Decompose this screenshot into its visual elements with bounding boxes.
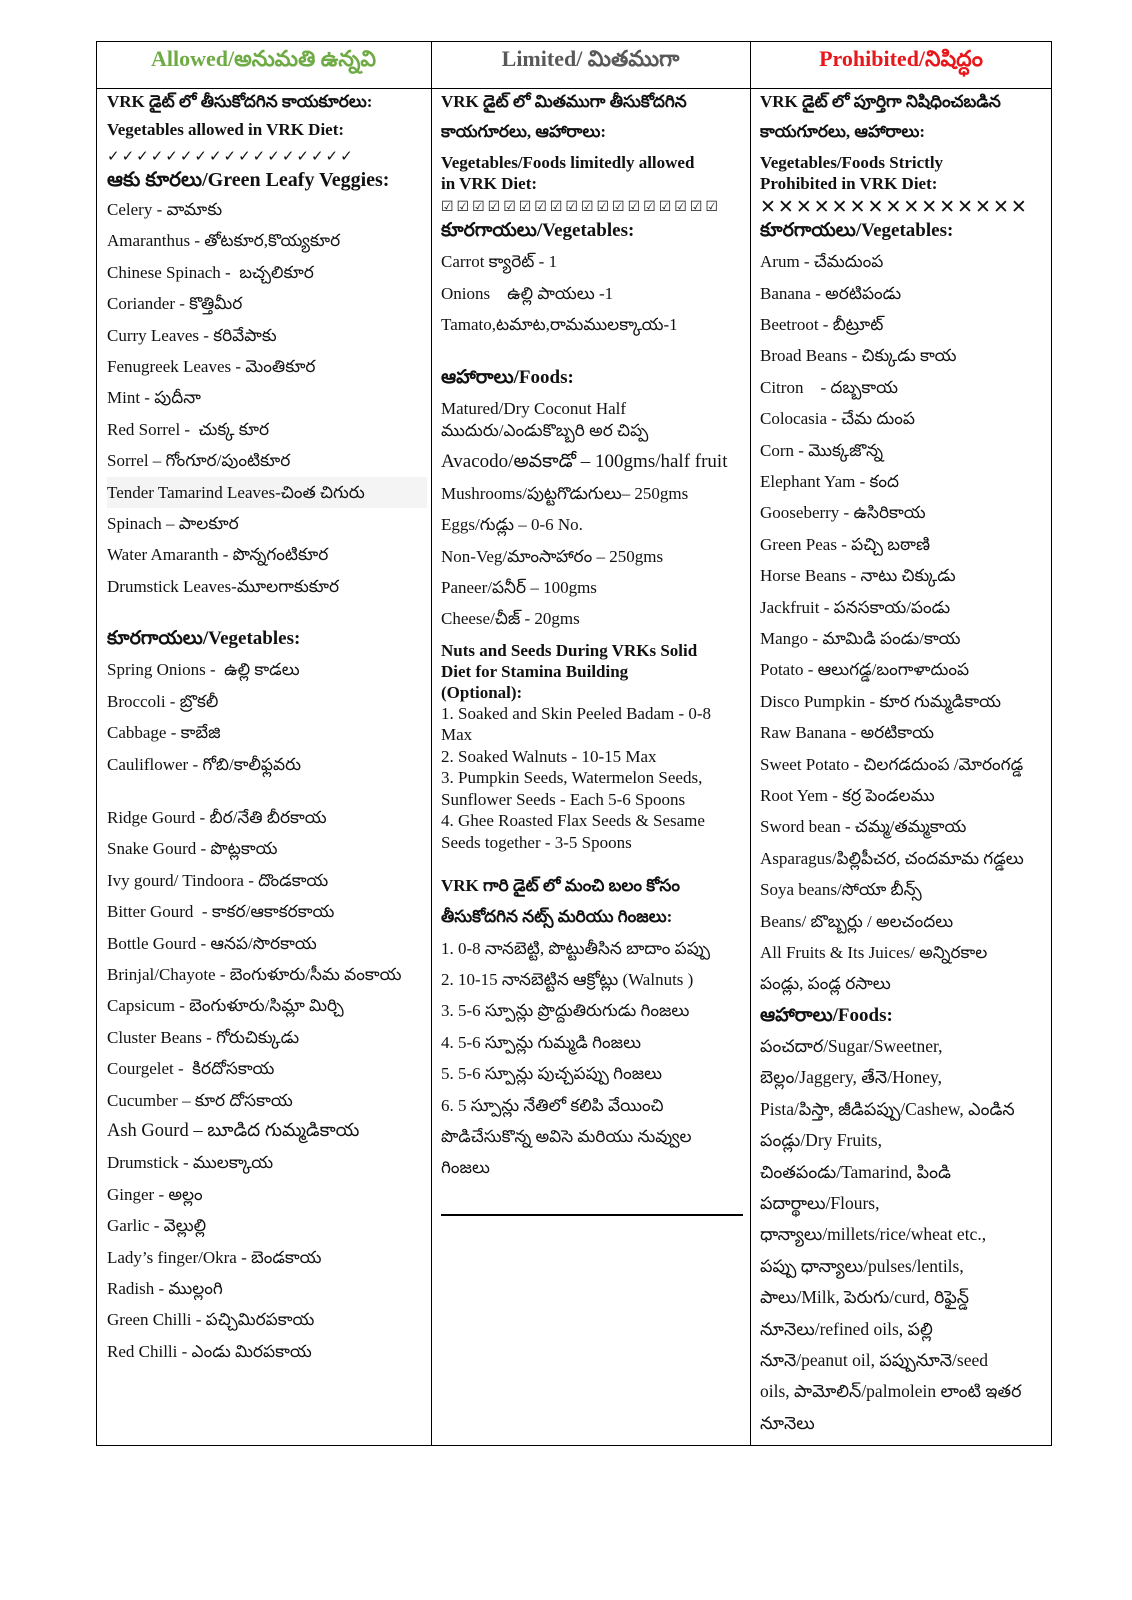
check-marks: ✓✓✓✓✓✓✓✓✓✓✓✓✓✓✓✓✓ [107, 147, 355, 165]
prohibited-food-line: నూనె/peanut oil, పప్పునూనె/seed [760, 1349, 989, 1370]
leafy-veggie-item: Spinach – పాలకూర [107, 513, 239, 533]
prohibited-vegetable-item: Raw Banana - అరటికాయ [760, 723, 934, 743]
nuts-seeds-telugu-line: 5. 5-6 స్పూన్లు పుచ్చపప్పు గింజలు [441, 1064, 663, 1084]
prohibited-food-line: పండ్లు/Dry Fruits, [760, 1130, 882, 1151]
allowed-vegetable-item: Ginger - అల్లం [107, 1184, 203, 1204]
prohibited-vegetables-list [760, 246, 1049, 999]
allowed-vegetable-item: Ash Gourd – బూడిద గుమ్మడికాయ [107, 1120, 360, 1141]
nuts-seeds-line: 3. Pumpkin Seeds, Watermelon Seeds, [441, 768, 703, 788]
leafy-veggie-item: Water Amaranth - పొన్నగంటికూర [107, 545, 329, 565]
nuts-seeds-line: 4. Ghee Roasted Flax Seeds & Sesame [441, 811, 705, 831]
nuts-seeds-line: Sunflower Seeds - Each 5-6 Spoons [441, 789, 686, 809]
allowed-vegetable-item: Bottle Gourd - ఆనప/సొరకాయ [107, 933, 317, 953]
nuts-seeds-list-english [441, 703, 744, 854]
checkbox-marks: ☑☑☑☑☑☑☑☑☑☑☑☑☑☑☑☑☑☑ [441, 199, 721, 215]
prohibited-food-line: నూనెలు [760, 1412, 815, 1433]
prohibited-vegetable-item: Disco Pumpkin - కూర గుమ్మడికాయ [760, 691, 1001, 711]
section-gap [107, 780, 427, 802]
leafy-veggies-list [107, 194, 427, 602]
limited-food-item: Mushrooms/పుట్టగొడుగులు– 250gms [441, 483, 689, 503]
allowed-vegetable-item: Ivy gourd/ Tindoora - దొండకాయ [107, 870, 329, 890]
allowed-vegetable-item: Cauliflower - గోబి/కాలీఫ్లవరు [107, 754, 302, 774]
prohibited-vegetable-item: Elephant Yam - కంద [760, 472, 900, 492]
prohibited-food-line: చింతపండు/Tamarind, పిండి [760, 1161, 951, 1182]
prohibited-vegetable-item: పండ్లు, పండ్ల రసాలు [760, 974, 891, 994]
nuts-seeds-telugu-line: 2. 10-15 నానబెట్టిన ఆక్రోట్లు (Walnuts ) [441, 969, 694, 989]
nuts-seeds-heading-line: (Optional): [441, 682, 523, 702]
prohibited-vegetable-item: All Fruits & Its Juices/ అన్నిరకాల [760, 942, 988, 962]
prohibited-vegetable-item: Beans/ బొబ్బర్లు / అలచందలు [760, 911, 954, 931]
nuts-seeds-heading-line: Nuts and Seeds During VRKs Solid [441, 640, 698, 660]
nuts-seeds-line: Max [441, 725, 473, 745]
nuts-seeds-heading [441, 640, 744, 703]
limited-vegetables-heading: కూరగాయలు/Vegetables: [441, 220, 635, 241]
prohibited-vegetable-item: Horse Beans - నాటు చిక్కుడు [760, 566, 956, 586]
coconut-line: ముదురు/ఎండుకొబ్బరి అర చిప్ప [441, 421, 649, 441]
leafy-veggie-item: Celery - వామాకు [107, 200, 223, 219]
limited-column [441, 89, 744, 1444]
nuts-seeds-line: Seeds together - 3-5 Spoons [441, 832, 632, 852]
nuts-seeds-line: 1. Soaked and Skin Peeled Badam - 0-8 [441, 703, 712, 723]
prohibited-vegetable-item: Colocasia - చేమ దుంప [760, 409, 915, 429]
leafy-veggie-item: Red Sorrel - చుక్క కూర [107, 419, 270, 439]
allowed-intro-english: Vegetables allowed in VRK Diet: [107, 120, 345, 139]
prohibited-vegetable-item: Green Peas - పచ్చి బఠాణి [760, 534, 930, 554]
prohibited-food-line: పంచదార/Sugar/Sweetner, [760, 1036, 943, 1057]
leafy-veggie-item: Curry Leaves - కరివేపాకు [107, 325, 277, 345]
nuts-seeds-heading-telugu [441, 870, 744, 933]
limited-vegetables-list [441, 246, 744, 340]
limited-foods-list [441, 446, 744, 634]
allowed-vegetable-item: Cucumber – కూర దోసకాయ [107, 1090, 293, 1110]
leafy-veggie-item: Tender Tamarind Leaves-చింత చిగురు [107, 477, 427, 508]
limited-food-item: Eggs/గుడ్లు – 0-6 No. [441, 515, 583, 535]
prohibited-intro-english [760, 152, 1049, 194]
limited-food-item: Paneer/పనీర్ – 100gms [441, 578, 597, 598]
section-gap [441, 340, 744, 362]
limited-vegetable-item: Onions ఉల్లి పాయలు -1 [441, 283, 614, 303]
limited-vegetable-item: Carrot క్యారెట్ - 1 [441, 252, 558, 272]
nuts-seeds-heading-telugu-line: VRK గారి డైట్ లో మంచి బలం కోసం [441, 875, 680, 895]
leafy-veggie-item: Coriander - కొత్తిమీర [107, 294, 243, 314]
prohibited-intro-english-line: Vegetables/Foods Strictly [760, 153, 944, 172]
leafy-veggie-item: Amaranthus - తోటకూర,కొయ్యకూర [107, 231, 341, 251]
nuts-seeds-heading-line: Diet for Stamina Building [441, 661, 629, 681]
allowed-intro-telugu: VRK డైట్ లో తీసుకోదగిన కాయకూరలు: [107, 92, 373, 111]
allowed-vegetable-item: Radish - ముల్లంగి [107, 1278, 223, 1298]
prohibited-vegetable-item: Sweet Potato - చిలగడదుంప /మోరంగడ్డ [760, 754, 1024, 774]
allowed-vegetable-item: Green Chilli - పచ్చిమిరపకాయ [107, 1310, 315, 1330]
allowed-vegetable-item: Broccoli - బ్రొకలీ [107, 691, 219, 711]
nuts-seeds-telugu-line: 4. 5-6 స్పూన్లు గుమ్మడి గింజలు [441, 1032, 642, 1052]
leafy-veggie-item: Drumstick Leaves-మూలగాకుకూర [107, 576, 340, 596]
prohibited-vegetable-item: Root Yem - కర్ర పెండలము [760, 785, 935, 805]
limited-food-item: Avacodo/అవకాడో – 100gms/half fruit [441, 451, 728, 473]
allowed-vegetables-list-2 [107, 802, 427, 1367]
allowed-vegetables-list-1 [107, 654, 427, 780]
section-gap [107, 602, 427, 623]
prohibited-food-line: Pista/పిస్తా, జీడిపప్పు/Cashew, ఎండిన [760, 1098, 1015, 1119]
nuts-seeds-list-telugu [441, 933, 744, 1184]
leafy-veggie-item: Fenugreek Leaves - మెంతికూర [107, 356, 316, 376]
allowed-vegetable-item: Lady’s finger/Okra - బెండకాయ [107, 1247, 322, 1267]
prohibited-food-line: పదార్థాలు/Flours, [760, 1193, 880, 1214]
allowed-vegetable-item: Ridge Gourd - బీర/నేతి బీరకాయ [107, 808, 327, 828]
prohibited-vegetable-item: Mango - మామిడి పండు/కాయ [760, 628, 961, 648]
prohibited-vegetable-item: Asparagus/పిల్లిపీచర, చందమామ గడ్డలు [760, 848, 1024, 868]
limited-intro-telugu-1: VRK డైట్ లో మితముగా తీసుకోదగిన [441, 92, 687, 111]
allowed-vegetable-item: Courgelet - కిరదోసకాయ [107, 1059, 275, 1079]
allowed-vegetable-item: Red Chilli - ఎండు మిరపకాయ [107, 1341, 312, 1361]
section-rule [441, 1214, 743, 1216]
prohibited-intro-english-line: Prohibited in VRK Diet: [760, 174, 938, 193]
coconut-line: Matured/Dry Coconut Half [441, 399, 627, 419]
prohibited-vegetable-item: Beetroot - బీట్రూట్ [760, 315, 884, 335]
allowed-column [107, 89, 427, 1444]
allowed-vegetable-item: Cluster Beans - గోరుచిక్కుడు [107, 1027, 300, 1047]
prohibited-food-line: oils, పామోలిన్/palmolein లాంటి ఇతర [760, 1381, 1022, 1402]
prohibited-intro-telugu-2: కాయగూరలు, ఆహారాలు: [760, 122, 926, 141]
limited-intro-english [441, 152, 744, 194]
limited-foods-heading: ఆహారాలు/Foods: [441, 367, 574, 389]
prohibited-vegetable-item: Banana - అరటిపండు [760, 283, 902, 303]
limited-vegetable-item: Tamato,టమాట,రామములక్కాయ-1 [441, 315, 678, 335]
nuts-seeds-line: 2. Soaked Walnuts - 10-15 Max [441, 746, 657, 766]
header-limited: Limited/ మితముగా [501, 46, 680, 71]
prohibited-food-line: పప్పు ధాన్యాలు/pulses/lentils, [760, 1255, 964, 1276]
nuts-seeds-telugu-line: 3. 5-6 స్పూన్లు ప్రొద్దుతిరుగుడు గింజలు [441, 1001, 690, 1021]
nuts-seeds-telugu-line: గింజలు [441, 1158, 490, 1178]
leafy-veggie-item: Sorrel – గోంగూర/పుంటికూర [107, 451, 291, 471]
allowed-vegetable-item: Drumstick - ములక్కాయ [107, 1153, 274, 1173]
prohibited-vegetable-item: Corn - మొక్కజొన్న [760, 440, 883, 460]
nuts-seeds-telugu-line: 1. 0-8 నానబెట్టి, పొట్టుతీసిన బాదాం పప్పు [441, 938, 711, 958]
prohibited-column [760, 89, 1049, 1444]
leafy-veggie-item: Mint - పుదీనా [107, 388, 201, 408]
cross-marks: ✕✕✕✕✕✕✕✕✕✕✕✕✕✕✕ [760, 196, 1029, 218]
prohibited-foods-heading: ఆహారాలు/Foods: [760, 1004, 893, 1026]
leafy-veggie-item: Chinese Spinach - బచ్చలికూర [107, 262, 314, 282]
nuts-seeds-telugu-line: పొడిచేసుకొన్న అవిసె మరియు నువ్వుల [441, 1126, 692, 1146]
prohibited-vegetable-item: Arum - చేమదుంప [760, 252, 884, 272]
leafy-veggies-heading: ఆకు కూరలు/Green Leafy Veggies: [107, 169, 390, 191]
allowed-vegetable-item: Capsicum - బెంగుళూరు/సిమ్లా మిర్చి [107, 996, 344, 1016]
allowed-vegetable-item: Brinjal/Chayote - బెంగుళూరు/సీమ వంకాయ [107, 964, 402, 984]
prohibited-vegetable-item: Soya beans/సోయా బీన్స్ [760, 880, 922, 900]
nuts-seeds-telugu-line: 6. 5 స్పూన్లు నేతిలో కలిపి వేయించి [441, 1095, 664, 1115]
allowed-vegetables-heading: కూరగాయలు/Vegetables: [107, 628, 301, 650]
prohibited-intro-telugu-1: VRK డైట్ లో పూర్తిగా నిషిధించబడిన [760, 92, 1001, 111]
limited-food-item: Cheese/చీజ్ - 20gms [441, 609, 580, 629]
prohibited-food-line: నూనెలు/refined oils, పల్లి [760, 1318, 933, 1339]
prohibited-vegetable-item: Broad Beans - చిక్కుడు కాయ [760, 346, 957, 366]
header-allowed: Allowed/అనుమతి ఉన్నవి [151, 46, 376, 71]
allowed-vegetable-item: Spring Onions - ఉల్లి కాడలు [107, 660, 300, 680]
coconut-item [441, 398, 744, 442]
prohibited-food-line: బెల్లం/Jaggery, తేనె/Honey, [760, 1067, 942, 1088]
prohibited-food-line: పాలు/Milk, పెరుగు/curd, రిఫైన్డ్ [760, 1287, 970, 1308]
prohibited-vegetable-item: Sword bean - చమ్మ/తమ్మకాయ [760, 817, 967, 837]
prohibited-food-line: ధాన్యాలు/millets/rice/wheat etc., [760, 1224, 987, 1245]
prohibited-vegetable-item: Gooseberry - ఉసిరికాయ [760, 503, 926, 523]
nuts-seeds-heading-telugu-line: తీసుకోదగిన నట్స్ మరియు గింజలు: [441, 907, 673, 927]
prohibited-foods-list [760, 1031, 1049, 1439]
prohibited-vegetables-heading: కూరగాయలు/Vegetables: [760, 220, 954, 241]
prohibited-vegetable-item: Potato - ఆలుగడ్డ/బంగాళాదుంప [760, 660, 970, 680]
prohibited-vegetable-item: Citron - దబ్బకాయ [760, 377, 899, 397]
limited-food-item: Non-Veg/మాంసాహారం – 250gms [441, 546, 664, 566]
allowed-vegetable-item: Snake Gourd - పొట్లకాయ [107, 839, 278, 859]
allowed-vegetable-item: Bitter Gourd - కాకర/ఆకాకరకాయ [107, 902, 335, 922]
header-prohibited: Prohibited/నిషిద్ధం [819, 46, 983, 71]
limited-intro-english-line: Vegetables/Foods limitedly allowed [441, 153, 695, 172]
limited-intro-telugu-2: కాయగూరలు, ఆహారాలు: [441, 122, 607, 141]
prohibited-vegetable-item: Jackfruit - పనసకాయ/పండు [760, 597, 951, 617]
column-divider-1 [431, 41, 433, 1446]
limited-intro-english-line: in VRK Diet: [441, 174, 538, 193]
column-divider-2 [750, 41, 752, 1446]
allowed-vegetable-item: Garlic - వెల్లుల్లి [107, 1216, 207, 1236]
allowed-vegetable-item: Cabbage - కాబేజి [107, 723, 221, 743]
